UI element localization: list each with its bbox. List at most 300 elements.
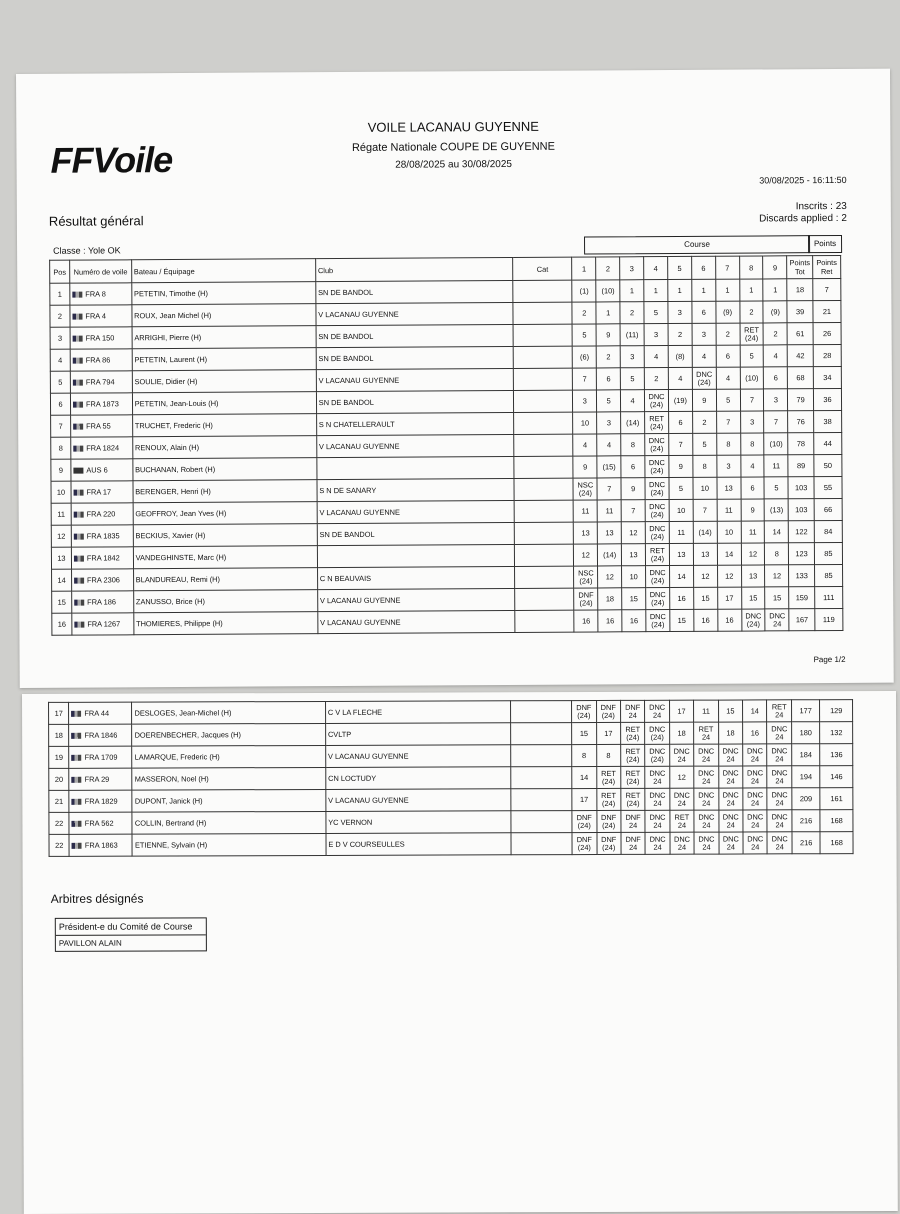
race-score-cell: 7 bbox=[764, 411, 788, 433]
race-score-cell: 1 bbox=[692, 279, 716, 301]
points-tot-cell: 122 bbox=[789, 521, 815, 543]
race-score-cell: (13) bbox=[765, 499, 789, 521]
sail-cell bbox=[69, 724, 132, 746]
col-race: 2 bbox=[596, 257, 620, 280]
table-row bbox=[49, 722, 853, 747]
result-title: Résultat général bbox=[48, 213, 144, 229]
race-score-cell: 3 bbox=[597, 412, 621, 434]
race-score-cell: RET (24) bbox=[645, 544, 669, 566]
results-table-continued bbox=[48, 699, 854, 857]
race-score-cell: DNC 24 bbox=[719, 810, 743, 832]
race-score-cell: 5 bbox=[693, 433, 717, 455]
points-ret-cell: 66 bbox=[814, 498, 842, 520]
race-score-cell: RET (24) bbox=[645, 412, 669, 434]
col-race: 7 bbox=[715, 256, 739, 279]
club-cell: YC VERNON bbox=[326, 811, 511, 834]
points-ret-cell: 136 bbox=[820, 744, 853, 766]
race-score-cell: 4 bbox=[573, 434, 597, 456]
cat-cell bbox=[511, 701, 572, 723]
points-tot-cell: 68 bbox=[788, 367, 814, 389]
club-cell: SN DE BANDOL bbox=[316, 346, 514, 369]
race-score-cell: 5 bbox=[620, 368, 644, 390]
race-score-cell: 18 bbox=[598, 588, 622, 610]
points-ret-cell: 55 bbox=[814, 476, 842, 498]
race-score-cell: 4 bbox=[644, 346, 668, 368]
race-score-cell: DNF 24 bbox=[621, 810, 645, 832]
race-score-cell: 4 bbox=[668, 367, 692, 389]
race-score-cell: 1 bbox=[596, 302, 620, 324]
sail-cell bbox=[72, 613, 134, 635]
pos-cell: 20 bbox=[49, 768, 69, 790]
sail-cell bbox=[70, 371, 132, 393]
boat-cell: SOULIE, Didier (H) bbox=[132, 370, 316, 393]
race-score-cell: 12 bbox=[693, 565, 717, 587]
race-score-cell: 13 bbox=[598, 522, 622, 544]
race-score-cell: 2 bbox=[572, 302, 596, 324]
flag-icon bbox=[73, 446, 83, 452]
flag-icon bbox=[73, 424, 83, 430]
sail-cell bbox=[69, 702, 132, 724]
col-race: 4 bbox=[644, 257, 668, 280]
pos-cell: 15 bbox=[52, 591, 72, 613]
col-cat: Cat bbox=[513, 257, 572, 280]
club-cell: V LACANAU GUYENNE bbox=[316, 368, 514, 391]
race-score-cell: (14) bbox=[621, 412, 645, 434]
race-score-cell: 15 bbox=[693, 587, 717, 609]
col-boat: Bateau / Équipage bbox=[131, 259, 315, 283]
race-score-cell: 11 bbox=[694, 700, 718, 722]
race-score-cell: (10) bbox=[596, 280, 620, 302]
flag-icon bbox=[74, 622, 84, 628]
points-tot-cell: 209 bbox=[792, 788, 821, 810]
race-score-cell: DNF (24) bbox=[574, 588, 598, 610]
flag-icon bbox=[72, 799, 82, 805]
event-title: VOILE LACANAU GUYENNE bbox=[367, 118, 539, 135]
sail-number: FRA 1842 bbox=[86, 553, 120, 563]
race-score-cell: 15 bbox=[622, 588, 646, 610]
race-score-cell: 10 bbox=[622, 566, 646, 588]
race-score-cell: 12 bbox=[741, 543, 765, 565]
sail-cell bbox=[70, 349, 132, 371]
race-score-cell: DNF 24 bbox=[621, 832, 645, 854]
flag-icon bbox=[72, 777, 82, 783]
race-score-cell: 13 bbox=[669, 543, 693, 565]
pos-cell: 22 bbox=[49, 834, 69, 856]
boat-cell: BERENGER, Henri (H) bbox=[133, 480, 317, 503]
race-score-cell: 3 bbox=[620, 346, 644, 368]
jury-role: Président-e du Comité de Course bbox=[58, 921, 193, 932]
inscrits-count: Inscrits : 23 bbox=[795, 200, 847, 213]
flag-icon bbox=[73, 336, 83, 342]
race-score-cell: 2 bbox=[739, 301, 763, 323]
pos-cell: 11 bbox=[51, 503, 71, 525]
race-score-cell: DNC 24 bbox=[670, 788, 694, 810]
club-cell: C N BEAUVAIS bbox=[317, 566, 515, 589]
boat-cell: COLLIN, Bertrand (H) bbox=[132, 811, 325, 834]
points-ret-cell: 44 bbox=[814, 432, 842, 454]
sail-number: FRA 220 bbox=[86, 509, 116, 519]
cat-cell bbox=[511, 789, 572, 811]
race-score-cell: 8 bbox=[572, 744, 596, 766]
race-score-cell: DNC 24 bbox=[767, 810, 791, 832]
race-score-cell: DNC 24 bbox=[694, 766, 718, 788]
race-score-cell: 9 bbox=[692, 389, 716, 411]
race-score-cell: DNC (24) bbox=[645, 434, 669, 456]
points-ret-cell: 7 bbox=[813, 278, 841, 300]
race-score-cell: 7 bbox=[597, 478, 621, 500]
boat-cell: GEOFFROY, Jean Yves (H) bbox=[133, 502, 317, 525]
cat-cell bbox=[514, 500, 573, 522]
sail-number: FRA 562 bbox=[84, 818, 114, 828]
race-score-cell: 17 bbox=[717, 587, 741, 609]
race-score-cell: 3 bbox=[764, 389, 788, 411]
results-page-1 bbox=[16, 69, 894, 688]
club-cell: V LACANAU GUYENNE bbox=[325, 745, 510, 768]
points-ret-cell: 85 bbox=[814, 564, 842, 586]
race-score-cell: NSC (24) bbox=[573, 478, 597, 500]
boat-cell: ARRIGHI, Pierre (H) bbox=[132, 326, 316, 349]
col-club: Club bbox=[315, 257, 513, 281]
event-subtitle: Régate Nationale COUPE DE GUYENNE bbox=[351, 140, 555, 154]
boat-cell: PETETIN, Timothe (H) bbox=[131, 282, 315, 305]
sail-cell bbox=[71, 569, 133, 591]
race-score-cell: DNC 24 bbox=[694, 810, 718, 832]
cat-cell bbox=[514, 368, 573, 390]
col-pos: Pos bbox=[50, 260, 70, 283]
race-score-cell: NSC (24) bbox=[574, 566, 598, 588]
flag-icon bbox=[72, 292, 82, 298]
race-score-cell: 9 bbox=[573, 456, 597, 478]
race-score-cell: 10 bbox=[717, 521, 741, 543]
race-score-cell: 3 bbox=[644, 324, 668, 346]
flag-icon bbox=[71, 733, 81, 739]
sail-number: FRA 29 bbox=[84, 774, 110, 784]
race-score-cell: DNC 24 bbox=[645, 788, 669, 810]
race-score-cell: DNF 24 bbox=[620, 700, 644, 722]
race-score-cell: 17 bbox=[596, 722, 620, 744]
club-cell: S N CHATELLERAULT bbox=[316, 412, 514, 435]
results-body bbox=[50, 278, 843, 635]
race-score-cell: 15 bbox=[741, 587, 765, 609]
pos-cell: 14 bbox=[52, 569, 72, 591]
boat-cell: BECKIUS, Xavier (H) bbox=[133, 524, 317, 547]
pos-cell: 6 bbox=[50, 393, 70, 415]
race-score-cell: DNC 24 bbox=[767, 722, 791, 744]
results-body-continued bbox=[49, 700, 854, 857]
race-score-cell: DNC (24) bbox=[644, 390, 668, 412]
race-score-cell: 2 bbox=[716, 323, 740, 345]
flag-icon bbox=[73, 358, 83, 364]
sail-number: FRA 1709 bbox=[84, 752, 118, 762]
sail-cell bbox=[71, 525, 133, 547]
table-row bbox=[49, 832, 853, 857]
race-score-cell: RET (24) bbox=[621, 766, 645, 788]
points-tot-cell: 180 bbox=[791, 722, 820, 744]
flag-icon bbox=[74, 512, 84, 518]
race-score-cell: 8 bbox=[740, 433, 764, 455]
pos-cell: 19 bbox=[49, 746, 69, 768]
race-score-cell: 16 bbox=[694, 609, 718, 631]
race-score-cell: 8 bbox=[621, 434, 645, 456]
boat-cell: ETIENNE, Sylvain (H) bbox=[132, 833, 325, 856]
table-row bbox=[49, 788, 853, 813]
race-score-cell: DNC (24) bbox=[645, 522, 669, 544]
cat-cell bbox=[515, 610, 574, 632]
race-score-cell: DNC (24) bbox=[645, 722, 669, 744]
race-score-cell: DNC 24 bbox=[767, 744, 791, 766]
race-score-cell: 9 bbox=[669, 455, 693, 477]
race-score-cell: DNC 24 bbox=[694, 832, 718, 854]
race-score-cell: 5 bbox=[572, 324, 596, 346]
race-score-cell: 8 bbox=[765, 543, 789, 565]
club-cell: C V LA FLECHE bbox=[325, 701, 510, 724]
race-score-cell: RET 24 bbox=[694, 722, 718, 744]
cat-cell bbox=[515, 544, 574, 566]
col-sail: Numéro de voile bbox=[70, 260, 132, 283]
race-score-cell: DNC 24 bbox=[767, 766, 791, 788]
race-score-cell: DNC 24 bbox=[645, 832, 669, 854]
race-score-cell: 11 bbox=[669, 521, 693, 543]
race-score-cell: DNC 24 bbox=[645, 810, 669, 832]
table-row bbox=[49, 700, 853, 725]
race-score-cell: 13 bbox=[717, 477, 741, 499]
race-score-cell: 2 bbox=[620, 302, 644, 324]
boat-cell: DESLOGES, Jean-Michel (H) bbox=[132, 701, 325, 724]
cat-cell bbox=[513, 346, 572, 368]
sail-number: AUS 6 bbox=[86, 465, 108, 475]
points-tot-cell: 216 bbox=[792, 832, 821, 854]
result-meta bbox=[759, 201, 847, 226]
cat-cell bbox=[515, 566, 574, 588]
race-score-cell: 6 bbox=[669, 411, 693, 433]
sail-cell bbox=[72, 591, 134, 613]
col-points-tot: Points Tot bbox=[787, 256, 813, 279]
points-ret-cell: 146 bbox=[820, 766, 853, 788]
race-score-cell: 4 bbox=[716, 367, 740, 389]
points-ret-cell: 84 bbox=[814, 520, 842, 542]
points-tot-cell: 167 bbox=[789, 609, 815, 631]
race-score-cell: 16 bbox=[718, 609, 742, 631]
cat-cell bbox=[511, 811, 572, 833]
race-score-cell: 8 bbox=[716, 433, 740, 455]
table-row bbox=[49, 744, 853, 769]
race-score-cell: RET (24) bbox=[621, 722, 645, 744]
race-score-cell: 11 bbox=[764, 455, 788, 477]
points-tot-cell: 61 bbox=[787, 323, 813, 345]
race-score-cell: DNC 24 bbox=[718, 744, 742, 766]
boat-cell: THOMIERES, Philippe (H) bbox=[133, 612, 317, 635]
race-score-cell: RET (24) bbox=[621, 744, 645, 766]
race-score-cell: 1 bbox=[644, 280, 668, 302]
race-score-cell: (6) bbox=[573, 346, 597, 368]
race-score-cell: 6 bbox=[692, 301, 716, 323]
points-ret-cell: 161 bbox=[820, 788, 853, 810]
race-score-cell: DNC 24 bbox=[743, 766, 767, 788]
race-score-cell: 14 bbox=[572, 766, 596, 788]
sail-cell bbox=[70, 283, 132, 305]
flag-icon bbox=[73, 468, 83, 474]
club-cell: SN DE BANDOL bbox=[316, 324, 514, 347]
sail-cell bbox=[69, 768, 132, 790]
points-tot-cell: 18 bbox=[787, 279, 813, 301]
race-score-cell: DNC 24 bbox=[669, 744, 693, 766]
club-cell: SN DE BANDOL bbox=[316, 280, 514, 303]
points-ret-cell: 28 bbox=[813, 344, 841, 366]
race-score-cell: 4 bbox=[692, 345, 716, 367]
ffvoile-logo: FFVoile bbox=[50, 139, 173, 181]
race-score-cell: 9 bbox=[621, 478, 645, 500]
race-score-cell: 15 bbox=[718, 700, 742, 722]
race-score-cell: 2 bbox=[763, 323, 787, 345]
race-score-cell: 16 bbox=[670, 587, 694, 609]
race-score-cell: 14 bbox=[717, 543, 741, 565]
race-score-cell: 14 bbox=[669, 565, 693, 587]
race-score-cell: DNF (24) bbox=[596, 832, 620, 854]
sail-number: FRA 8 bbox=[85, 289, 106, 299]
race-score-cell: 6 bbox=[764, 367, 788, 389]
race-score-cell: (1) bbox=[572, 280, 596, 302]
race-score-cell: 6 bbox=[621, 456, 645, 478]
race-score-cell: (19) bbox=[668, 389, 692, 411]
race-score-cell: DNF (24) bbox=[596, 810, 620, 832]
race-score-cell: DNC (24) bbox=[646, 588, 670, 610]
col-race: 9 bbox=[763, 256, 787, 279]
race-score-cell: RET (24) bbox=[621, 788, 645, 810]
cat-cell bbox=[513, 280, 572, 302]
boat-cell: BLANDUREAU, Remi (H) bbox=[133, 568, 317, 591]
pos-cell: 18 bbox=[49, 724, 69, 746]
race-score-cell: 7 bbox=[693, 499, 717, 521]
race-score-cell: 17 bbox=[572, 788, 596, 810]
pos-cell: 5 bbox=[50, 371, 70, 393]
race-score-cell: 7 bbox=[573, 368, 597, 390]
race-score-cell: 1 bbox=[668, 279, 692, 301]
club-cell: E D V COURSEULLES bbox=[326, 833, 511, 856]
race-score-cell: 16 bbox=[598, 610, 622, 632]
race-score-cell: (14) bbox=[598, 544, 622, 566]
points-tot-cell: 133 bbox=[789, 565, 815, 587]
race-score-cell: DNC 24 bbox=[719, 832, 743, 854]
pos-cell: 22 bbox=[49, 812, 69, 834]
sail-number: FRA 1863 bbox=[84, 840, 118, 850]
race-score-cell: 3 bbox=[668, 301, 692, 323]
sail-number: FRA 1835 bbox=[86, 531, 120, 541]
race-score-cell: 1 bbox=[620, 280, 644, 302]
col-race: 3 bbox=[620, 257, 644, 280]
points-ret-cell: 129 bbox=[820, 700, 853, 722]
race-score-cell: DNC 24 bbox=[694, 744, 718, 766]
sail-number: FRA 55 bbox=[86, 421, 111, 431]
club-cell: V LACANAU GUYENNE bbox=[316, 302, 514, 325]
table-row bbox=[52, 608, 843, 635]
race-score-cell: DNC 24 bbox=[767, 832, 791, 854]
race-score-cell: 10 bbox=[573, 412, 597, 434]
arbitres-title: Arbitres désignés bbox=[50, 891, 144, 906]
race-score-cell: 5 bbox=[597, 390, 621, 412]
col-race: 8 bbox=[739, 256, 763, 279]
cat-cell bbox=[511, 833, 572, 855]
flag-icon bbox=[73, 380, 83, 386]
cat-cell bbox=[514, 478, 573, 500]
race-score-cell: 11 bbox=[741, 521, 765, 543]
race-score-cell: (10) bbox=[740, 367, 764, 389]
race-score-cell: 3 bbox=[717, 455, 741, 477]
sail-cell bbox=[71, 481, 133, 503]
points-tot-cell: 103 bbox=[788, 477, 814, 499]
race-score-cell: 7 bbox=[621, 500, 645, 522]
race-score-cell: RET 24 bbox=[670, 810, 694, 832]
race-score-cell: 9 bbox=[596, 324, 620, 346]
race-score-cell: 5 bbox=[716, 389, 740, 411]
race-score-cell: 4 bbox=[740, 455, 764, 477]
race-score-cell: 7 bbox=[716, 411, 740, 433]
club-cell bbox=[317, 456, 515, 479]
points-group-header: Points bbox=[808, 235, 842, 253]
club-cell: V LACANAU GUYENNE bbox=[318, 610, 516, 633]
cat-cell bbox=[514, 434, 573, 456]
race-score-cell: DNF (24) bbox=[572, 810, 596, 832]
points-ret-cell: 168 bbox=[820, 810, 853, 832]
race-score-cell: DNC 24 bbox=[767, 788, 791, 810]
race-score-cell: DNC 24 bbox=[765, 609, 789, 631]
points-ret-cell: 111 bbox=[815, 586, 843, 608]
cat-cell bbox=[514, 390, 573, 412]
points-tot-cell: 123 bbox=[789, 543, 815, 565]
points-tot-cell: 194 bbox=[792, 766, 821, 788]
sail-number: FRA 1829 bbox=[84, 796, 118, 806]
race-score-cell: 12 bbox=[765, 565, 789, 587]
page-number: Page 1/2 bbox=[813, 654, 846, 665]
race-score-cell: 12 bbox=[598, 566, 622, 588]
club-cell: SN DE BANDOL bbox=[317, 522, 515, 545]
club-cell: CVLTP bbox=[325, 723, 510, 746]
race-score-cell: 2 bbox=[668, 323, 692, 345]
race-score-cell: 3 bbox=[692, 323, 716, 345]
pos-cell: 21 bbox=[49, 790, 69, 812]
race-score-cell: DNC 24 bbox=[718, 788, 742, 810]
discards-count: Discards applied : 2 bbox=[759, 212, 847, 225]
points-tot-cell: 159 bbox=[789, 587, 815, 609]
race-score-cell: 13 bbox=[622, 544, 646, 566]
club-cell: SN DE BANDOL bbox=[316, 390, 514, 413]
race-score-cell: 15 bbox=[572, 722, 596, 744]
points-tot-cell: 184 bbox=[792, 744, 821, 766]
race-score-cell: DNC 24 bbox=[743, 832, 767, 854]
sail-cell bbox=[71, 459, 133, 481]
points-ret-cell: 34 bbox=[813, 366, 841, 388]
flag-icon bbox=[72, 821, 82, 827]
race-score-cell: (10) bbox=[764, 433, 788, 455]
race-score-cell: 3 bbox=[573, 390, 597, 412]
sail-number: FRA 4 bbox=[85, 311, 106, 321]
race-score-cell: 16 bbox=[574, 610, 598, 632]
sail-number: FRA 44 bbox=[84, 708, 110, 718]
print-timestamp: 30/08/2025 - 16:11:50 bbox=[759, 174, 847, 186]
table-row bbox=[49, 810, 853, 835]
sail-cell bbox=[69, 790, 132, 812]
cat-cell bbox=[514, 456, 573, 478]
points-tot-cell: 39 bbox=[787, 301, 813, 323]
race-score-cell: DNC 24 bbox=[743, 788, 767, 810]
boat-cell: ROUX, Jean Michel (H) bbox=[132, 304, 316, 327]
race-score-cell: DNC (24) bbox=[645, 456, 669, 478]
race-score-cell: 6 bbox=[597, 368, 621, 390]
race-score-cell: DNC (24) bbox=[645, 478, 669, 500]
pos-cell: 13 bbox=[51, 547, 71, 569]
boat-cell: DUPONT, Janick (H) bbox=[132, 789, 325, 812]
cat-cell bbox=[513, 324, 572, 346]
race-score-cell: 4 bbox=[597, 434, 621, 456]
